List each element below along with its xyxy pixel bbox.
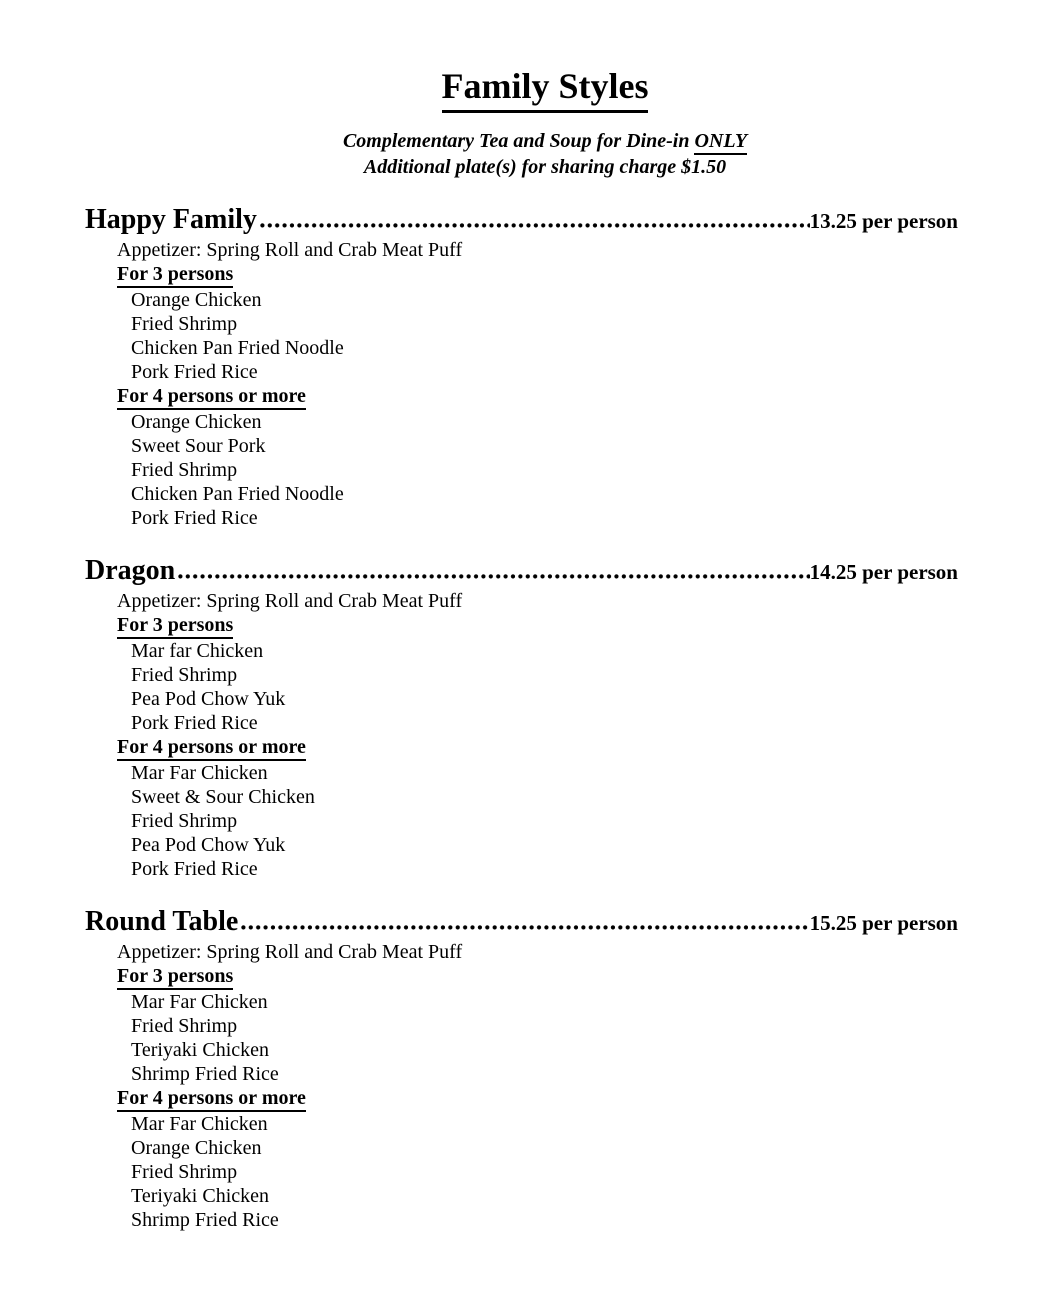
group-label-row — [117, 613, 958, 639]
menu-item: Pea Pod Chow Yuk — [131, 688, 286, 710]
section-heading-row — [85, 203, 958, 238]
menu-item: Fried Shrimp — [131, 1015, 238, 1037]
menu-item: Mar Far Chicken — [131, 991, 268, 1013]
group-label: For 3 persons — [117, 613, 233, 639]
menu-item: Teriyaki Chicken — [131, 1039, 269, 1061]
section-price: 13.25 per person — [809, 209, 958, 233]
menu-item: Shrimp Fried Rice — [131, 1063, 279, 1085]
menu-item: Orange Chicken — [131, 411, 262, 433]
menu-item: Fried Shrimp — [131, 459, 238, 481]
subtitle-emphasis: ONLY — [694, 129, 747, 155]
subtitle-line1-text: Complementary Tea and Soup for Dine-in — [342, 130, 695, 152]
appetizer-line: Appetizer: Spring Roll and Crab Meat Puff — [117, 239, 463, 261]
menu-item: Pork Fried Rice — [131, 361, 258, 383]
group-label: For 4 persons or more — [117, 1086, 306, 1112]
group-label: For 4 persons or more — [117, 384, 306, 410]
section-name: Round Table — [85, 906, 239, 937]
group-label: For 4 persons or more — [117, 735, 306, 761]
menu-item: Orange Chicken — [131, 1137, 262, 1159]
menu-item: Mar Far Chicken — [131, 1113, 268, 1135]
group-label-row — [117, 1086, 958, 1112]
menu-item: Sweet Sour Pork — [131, 435, 266, 457]
title-block — [85, 65, 1005, 113]
section-price: 14.25 per person — [809, 560, 958, 584]
menu-item: Orange Chicken — [131, 289, 262, 311]
menu-item: Teriyaki Chicken — [131, 1185, 269, 1207]
section-heading-row — [85, 905, 958, 940]
group-label-row — [117, 384, 958, 410]
menu-section-happy-family — [85, 203, 958, 530]
menu-item: Sweet & Sour Chicken — [131, 786, 315, 808]
section-price: 15.25 per person — [809, 911, 958, 935]
group-label: For 3 persons — [117, 262, 233, 288]
menu-item: Chicken Pan Fried Noodle — [131, 337, 344, 359]
menu-item: Fried Shrimp — [131, 664, 238, 686]
menu-item: Pork Fried Rice — [131, 858, 258, 880]
appetizer-line: Appetizer: Spring Roll and Crab Meat Puff — [117, 590, 463, 612]
menu-item: Pea Pod Chow Yuk — [131, 834, 286, 856]
dot-leader — [260, 223, 810, 228]
section-heading-row — [85, 554, 958, 589]
subtitle-line1 — [85, 129, 1005, 155]
appetizer-line: Appetizer: Spring Roll and Crab Meat Puff — [117, 941, 463, 963]
menu-item: Mar Far Chicken — [131, 762, 268, 784]
menu-item: Shrimp Fried Rice — [131, 1209, 279, 1231]
group-label: For 3 persons — [117, 964, 233, 990]
group-label-row — [117, 735, 958, 761]
subtitle-block — [85, 129, 1005, 179]
section-name: Happy Family — [85, 204, 257, 235]
group-label-row — [117, 964, 958, 990]
menu-item: Pork Fried Rice — [131, 712, 258, 734]
dot-leader — [241, 925, 809, 930]
menu-item: Fried Shrimp — [131, 1161, 238, 1183]
dot-leader — [178, 574, 809, 579]
section-name: Dragon — [85, 555, 176, 586]
menu-item: Chicken Pan Fried Noodle — [131, 483, 344, 505]
menu-section-round-table — [85, 905, 958, 1232]
menu-item: Fried Shrimp — [131, 313, 238, 335]
page-title: Family Styles — [85, 65, 1005, 113]
subtitle-line2: Additional plate(s) for sharing charge $1.50 — [363, 156, 727, 178]
menu-item: Pork Fried Rice — [131, 507, 258, 529]
menu-item: Mar far Chicken — [131, 640, 264, 662]
menu-section-dragon — [85, 554, 958, 881]
group-label-row — [117, 262, 958, 288]
menu-item: Fried Shrimp — [131, 810, 238, 832]
